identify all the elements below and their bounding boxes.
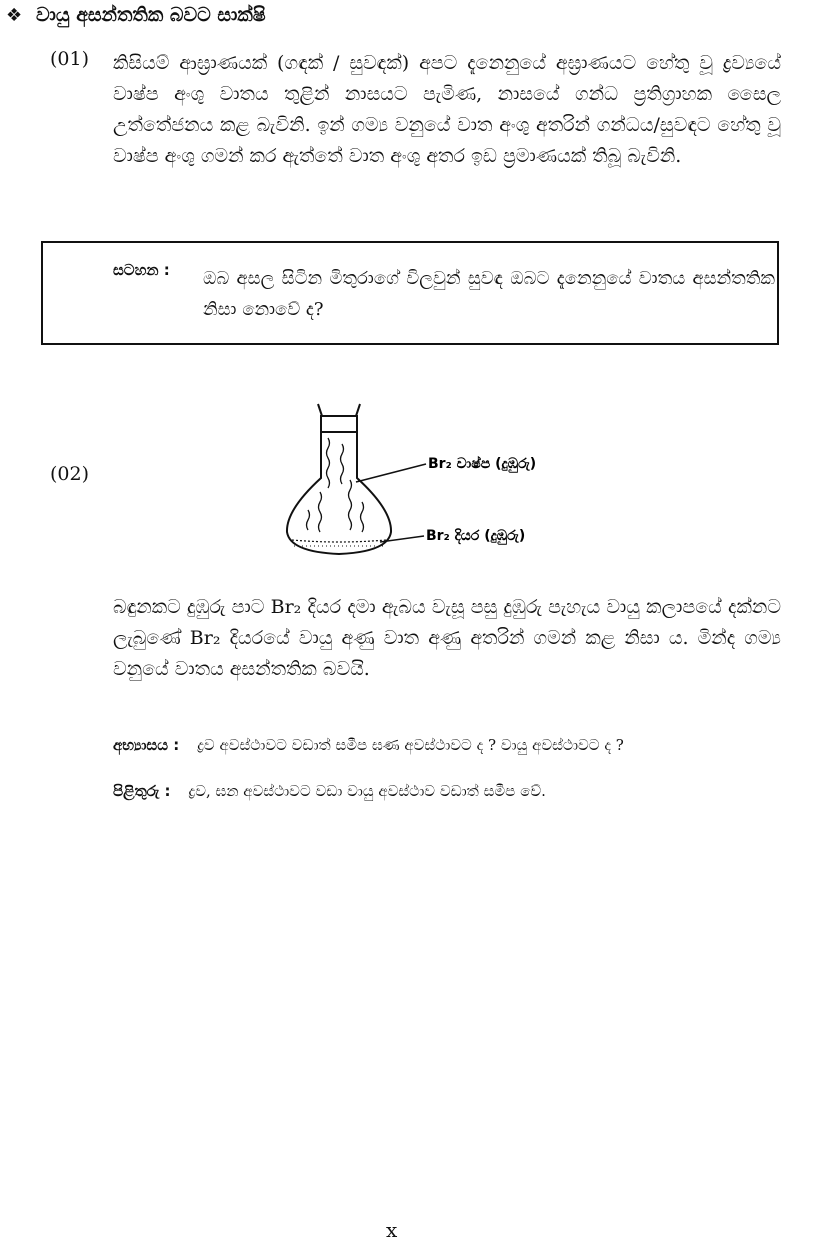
section1-text: කිසියම් ආඝ්‍රාණයක් (ගඳක් / සුවඳක්) අපට දැනෙනුයේ අඝ්‍රාණයට හේතු වූ ද්‍රව්‍යයේ වාෂ්ප අංශු වාතය තුළින් නාසයට පැමිණ, නාසයේ ගන්ධ ප්‍රතිග්‍රාහක සෛල උත්තේජනය කළ බැවිනි. ඉන් ගම්‍ය වනුයේ වාත අංශු අතරින් ගන්ධය/සුවඳට හේතු වූ වාෂ්ප අංශු ගමන් කර ඇත්තේ වාත අංශු අතර ඉඩ ප්‍රමාණයක් තිබූ බැවිනි. — [113, 52, 781, 167]
stopper — [321, 416, 357, 432]
bromine-flask-diagram — [270, 402, 590, 562]
liquid-layer — [292, 540, 386, 542]
vapour-squiggle — [327, 438, 330, 488]
exercise-line — [113, 736, 624, 754]
vapour-leader-line — [356, 464, 426, 482]
answer-label: පිළිතුරු : — [113, 782, 171, 800]
section-number-02: (02) — [50, 463, 90, 485]
liquid-label: Br₂ දියර (දුඹුරු) — [426, 528, 526, 544]
diamond-bullet-icon: ❖ — [6, 5, 23, 26]
section2-paragraph — [113, 592, 781, 685]
note-box — [41, 241, 779, 345]
answer-text: ද්‍රව, ඝන අවස්ථාවට වඩා වායු අවස්ථාව වඩාත් සමීප වේ. — [188, 782, 546, 800]
liquid-leader-line — [380, 536, 424, 542]
section-heading — [6, 4, 266, 26]
exercise-text: ද්‍රව අවස්ථාවට වඩාත් සමීප ඝණ අවස්ථාවට ද ? වායු අවස්ථාවට ද ? — [197, 736, 624, 754]
flask-outline — [287, 432, 391, 554]
flask-svg — [270, 402, 590, 562]
section2-text: බඳුනකට දුඹුරු පාට Br₂ දියර දමා ඇබය වැසූ පසු දුඹුරු පැහැය වායු කලාපයේ දක්නට ලැබුණේ Br₂ දියරයේ වායු අණු වාත අණු අතරින් ගමන් කළ නිසා ය. මින්ද ගම්‍ය වනුයේ වාතය අසන්තතික බවයි. — [113, 596, 781, 680]
page-number: x — [386, 1218, 398, 1242]
section-number-01: (01) — [50, 48, 90, 70]
note-label: සටහන : — [113, 261, 170, 279]
answer-line — [113, 782, 546, 800]
vapour-label: Br₂ වාෂ්ප (දුඹුරු) — [428, 456, 537, 472]
note-text: ඔබ අසල සිටින මිතුරාගේ විලවුන් සුවඳ ඔබට දැනෙනුයේ වාතය අසන්තතික නිසා නොවේ ද? — [203, 268, 775, 320]
heading-title: වායු අසන්තතික බවට සාක්ෂි — [36, 4, 266, 26]
section1-paragraph — [113, 48, 781, 172]
exercise-label: අභ්‍යාසය : — [113, 736, 180, 754]
